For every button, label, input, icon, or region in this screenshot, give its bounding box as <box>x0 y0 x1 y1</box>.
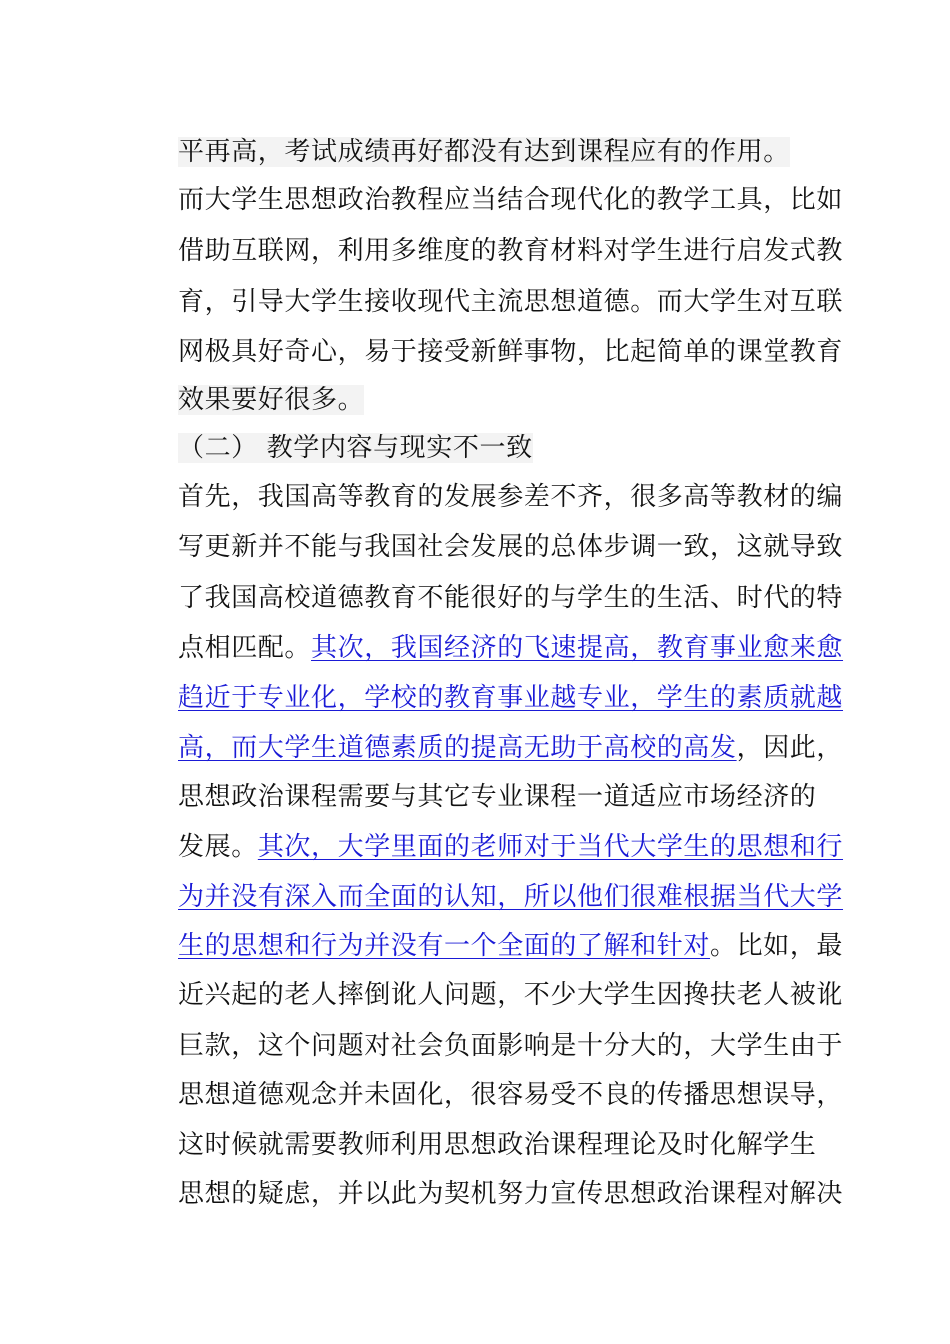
hyperlink-text[interactable]: 其次，大学里面的老师对于当代大学生的思想和行 <box>257 832 844 862</box>
text-span: 效果要好很多。 <box>178 385 365 415</box>
text-line <box>178 480 844 514</box>
text-span: 育，引导大学生接收现代主流思想道德。而大学生对互联 <box>178 287 844 317</box>
text-span: 写更新并不能与我国社会发展的总体步调一致，这就导致 <box>178 532 844 562</box>
text-line <box>178 1078 844 1112</box>
text-span: 思想政治课程需要与其它专业课程一道适应市场经济的 <box>178 782 817 812</box>
text-line <box>178 631 844 665</box>
text-span: 这时候就需要教师利用思想政治课程理论及时化解学生 <box>178 1130 817 1160</box>
text-line <box>178 731 844 765</box>
hyperlink-text[interactable]: 趋近于专业化，学校的教育事业越专业，学生的素质就越 <box>178 683 844 713</box>
text-line <box>178 880 844 914</box>
text-span: 巨款，这个问题对社会负面影响是十分大的，大学生由于 <box>178 1031 844 1061</box>
text-line <box>178 135 818 169</box>
text-line <box>178 1128 818 1162</box>
hyperlink-text[interactable]: 高，而大学生道德素质的提高无助于高校的高发 <box>178 733 737 763</box>
text-line <box>178 581 844 615</box>
text-line <box>178 780 818 814</box>
text-line <box>178 978 844 1012</box>
text-line <box>178 1177 844 1211</box>
text-span: 思想的疑虑，并以此为契机努力宣传思想政治课程对解决 <box>178 1179 844 1209</box>
text-line <box>178 285 844 319</box>
text-span: 思想道德观念并未固化，很容易受不良的传播思想误导， <box>178 1080 844 1110</box>
text-span: 首先，我国高等教育的发展参差不齐，很多高等教材的编 <box>178 482 844 512</box>
text-line <box>178 234 844 268</box>
text-line <box>178 681 844 715</box>
text-span: （二） 教学内容与现实不一致 <box>178 433 533 463</box>
text-span: 而大学生思想政治教程应当结合现代化的教学工具，比如 <box>178 185 844 215</box>
text-span: 平再高，考试成绩再好都没有达到课程应有的作用。 <box>178 137 790 167</box>
text-span: ，因此， <box>736 733 844 763</box>
text-span: 近兴起的老人摔倒讹人问题，不少大学生因搀扶老人被讹 <box>178 980 844 1010</box>
text-line <box>178 530 844 564</box>
text-line <box>178 335 844 369</box>
hyperlink-text[interactable]: 生的思想和行为并没有一个全面的了解和针对 <box>178 931 711 961</box>
text-span: 了我国高校道德教育不能很好的与学生的生活、时代的特 <box>178 583 844 613</box>
section-heading <box>178 431 818 465</box>
text-span: 借助互联网，利用多维度的教育材料对学生进行启发式教 <box>178 236 844 266</box>
text-line <box>178 929 844 963</box>
text-line <box>178 183 844 217</box>
hyperlink-text[interactable]: 其次，我国经济的飞速提高，教育事业愈来愈 <box>311 633 844 663</box>
text-line <box>178 383 818 417</box>
text-line <box>178 830 844 864</box>
text-span: 网极具好奇心，易于接受新鲜事物，比起简单的课堂教育 <box>178 337 844 367</box>
text-line <box>178 1029 844 1063</box>
text-span: 。比如，最 <box>710 931 844 961</box>
hyperlink-text[interactable]: 为并没有深入而全面的认知，所以他们很难根据当代大学 <box>178 882 844 912</box>
text-span: 点相匹配。 <box>178 633 312 663</box>
text-span: 发展。 <box>178 832 258 862</box>
